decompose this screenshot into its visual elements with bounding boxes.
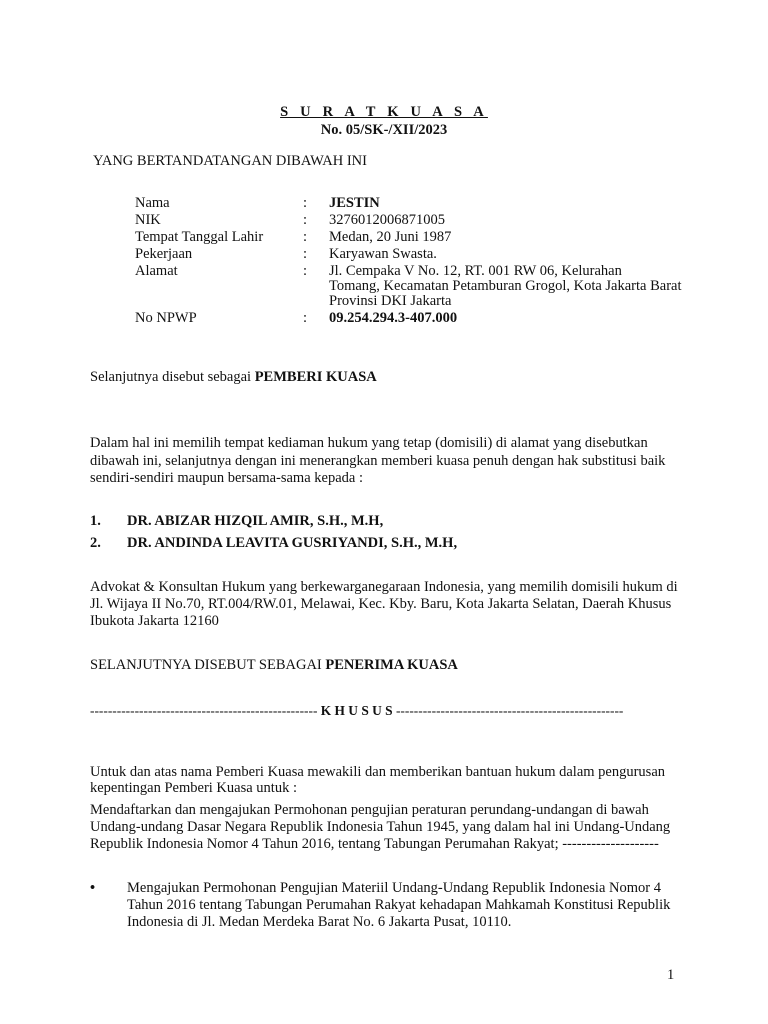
field-value-ttl: Medan, 20 Juni 1987 xyxy=(329,229,452,245)
grantor-reference xyxy=(90,369,377,386)
paragraph-line: Jl. Wijaya II No.70, RT.004/RW.01, Melawai, Kec. Kby. Baru, Kota Jakarta Selatan, Daerah Khusus xyxy=(90,596,672,612)
grantee-reference-term: PENERIMA KUASA xyxy=(325,657,458,673)
field-colon: : xyxy=(303,263,308,279)
paragraph-line: sendiri-sendiri maupun bersama-sama kepada : xyxy=(90,470,363,486)
bullet-line: Mengajukan Permohonan Pengujian Materiil Undang-Undang Republik Indonesia Nomor 4 xyxy=(127,880,661,896)
divider-dashes-right: --------------------------------------------------- xyxy=(395,703,624,718)
paragraph-line: kepentingan Pemberi Kuasa untuk : xyxy=(90,780,297,796)
field-colon: : xyxy=(303,229,308,245)
field-value-pekerjaan: Karyawan Swasta. xyxy=(329,246,437,262)
document-title: S U R A T K U A S A xyxy=(280,104,488,120)
khusus-divider xyxy=(90,702,623,719)
document-number: No. 05/SK-/XII/2023 xyxy=(320,122,448,138)
khusus-label: K H U S U S xyxy=(320,703,393,718)
bullet-line: Indonesia di Jl. Medan Merdeka Barat No. 6 Jakarta Pusat, 10110. xyxy=(127,914,512,930)
field-label-npwp: No NPWP xyxy=(135,310,197,326)
field-label-alamat: Alamat xyxy=(135,263,178,279)
field-value-alamat-line3: Provinsi DKI Jakarta xyxy=(329,293,452,309)
bullet-icon: • xyxy=(90,880,96,896)
attorney-name: DR. ANDINDA LEAVITA GUSRIYANDI, S.H., M.H, xyxy=(127,535,458,551)
paragraph-line: dibawah ini, selanjutnya dengan ini menerangkan memberi kuasa penuh dengan hak substitusi baik xyxy=(90,453,666,469)
field-value-nama: JESTIN xyxy=(329,195,380,211)
page-number: 1 xyxy=(667,967,675,983)
list-item-number: 2. xyxy=(90,535,101,551)
bullet-line: Tahun 2016 tentang Tabungan Perumahan Rakyat kehadapan Mahkamah Konstitusi Republik xyxy=(127,897,671,913)
intro-heading: YANG BERTANDATANGAN DIBAWAH INI xyxy=(93,153,367,169)
field-label-nama: Nama xyxy=(135,195,170,211)
field-value-nik: 3276012006871005 xyxy=(329,212,445,228)
paragraph-line: Ibukota Jakarta 12160 xyxy=(90,613,219,629)
grantee-reference xyxy=(90,657,458,674)
divider-dashes-left: --------------------------------------------------- xyxy=(90,703,318,718)
attorney-name: DR. ABIZAR HIZQIL AMIR, S.H., M.H, xyxy=(127,513,384,529)
field-colon: : xyxy=(303,310,308,326)
field-colon: : xyxy=(303,246,308,262)
field-label-nik: NIK xyxy=(135,212,161,228)
field-value-npwp: 09.254.294.3-407.000 xyxy=(329,310,458,326)
grantee-reference-prefix: SELANJUTNYA DISEBUT SEBAGAI xyxy=(90,657,326,673)
field-label-ttl: Tempat Tanggal Lahir xyxy=(135,229,264,245)
paragraph-line: Untuk dan atas nama Pemberi Kuasa mewakili dan memberikan bantuan hukum dalam pengurusan xyxy=(90,764,666,780)
paragraph-line: Republik Indonesia Nomor 4 Tahun 2016, tentang Tabungan Perumahan Rakyat; -------------------- xyxy=(90,836,659,852)
paragraph-line: Mendaftarkan dan mengajukan Permohonan pengujian peraturan perundang-undangan di bawah xyxy=(90,802,649,818)
grantor-reference-term: PEMBERI KUASA xyxy=(254,369,377,385)
list-item-number: 1. xyxy=(90,513,101,529)
paragraph-line: Advokat & Konsultan Hukum yang berkewarganegaraan Indonesia, yang memilih domisili hukum di xyxy=(90,579,678,595)
field-label-pekerjaan: Pekerjaan xyxy=(135,246,193,262)
field-colon: : xyxy=(303,195,308,211)
paragraph-line: Undang-undang Dasar Negara Republik Indonesia Tahun 1945, yang dalam hal ini Undang-Undang xyxy=(90,819,671,835)
field-value-alamat-line1: Jl. Cempaka V No. 12, RT. 001 RW 06, Kelurahan xyxy=(329,263,622,279)
field-colon: : xyxy=(303,212,308,228)
paragraph-line: Dalam hal ini memilih tempat kediaman hukum yang tetap (domisili) di alamat yang disebutkan xyxy=(90,435,648,451)
field-value-alamat-line2: Tomang, Kecamatan Petamburan Grogol, Kota Jakarta Barat xyxy=(329,278,682,294)
grantor-reference-prefix: Selanjutnya disebut sebagai xyxy=(90,369,255,385)
